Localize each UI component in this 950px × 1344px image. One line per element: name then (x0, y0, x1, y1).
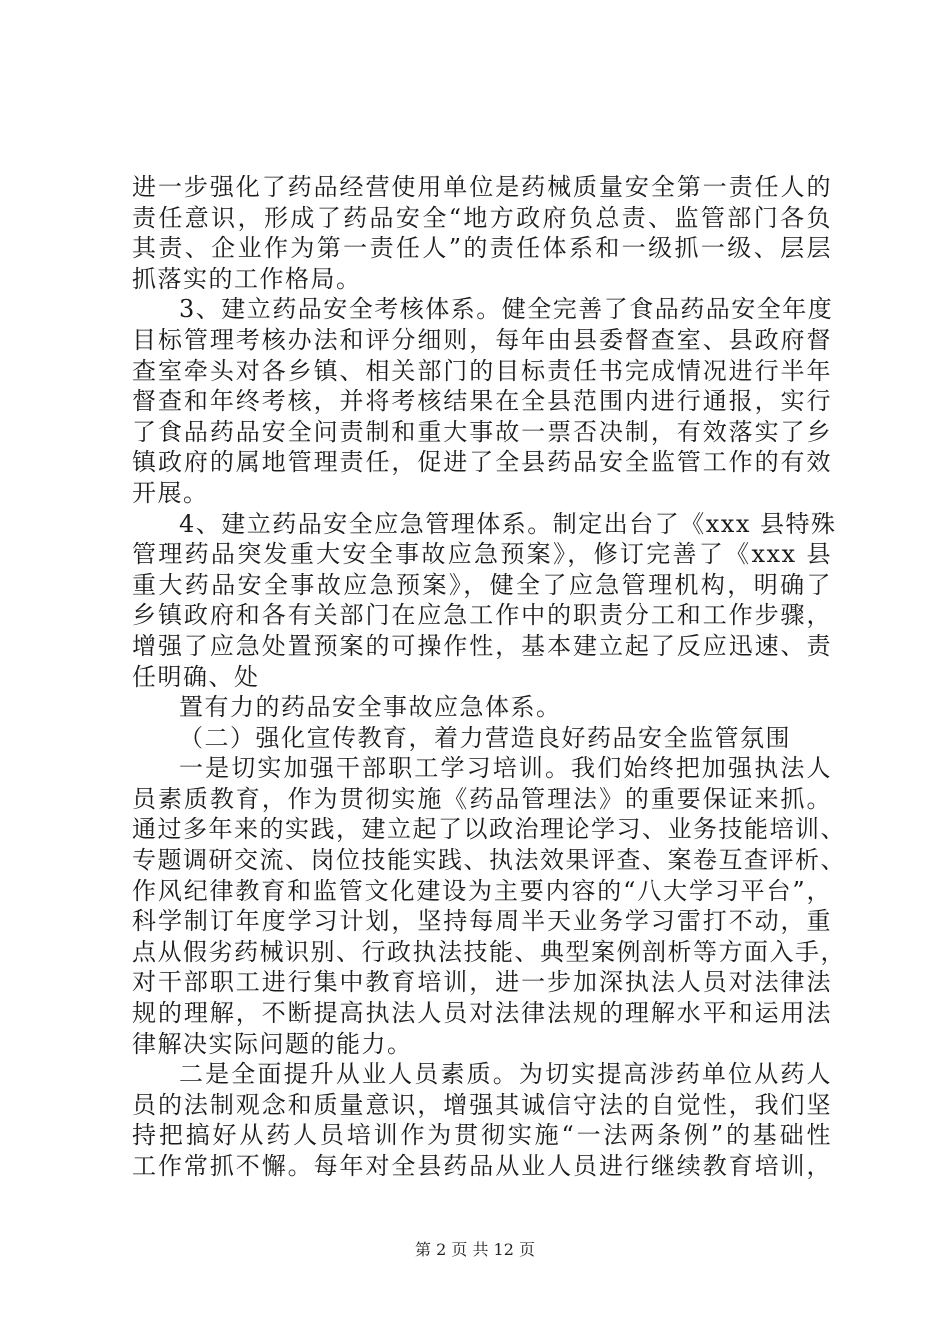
text-line: 二是全面提升从业人员素质。为切实提高涉药单位从药人 (179, 1060, 832, 1089)
text-line: 专题调研交流、岗位技能实践、执法效果评查、案卷互查评析、 (132, 846, 846, 875)
text-line: 员素质教育，作为贯彻实施《药品管理法》的重要保证来抓。 (132, 784, 832, 813)
text-line: 作风纪律教育和监管文化建设为主要内容的“八大学习平台”， (132, 876, 832, 905)
text-line: 增强了应急处置预案的可操作性，基本建立起了反应迅速、责 (132, 631, 832, 660)
text-line: 其责、企业作为第一责任人”的责任体系和一级抓一级、层层 (132, 234, 832, 263)
text-line: 抓落实的工作格局。 (132, 264, 362, 293)
text-line: 通过多年来的实践，建立起了以政治理论学习、业务技能培训、 (132, 815, 846, 844)
text-line: 管理药品突发重大安全事故应急预案》，修订完善了《xxx 县 (132, 540, 832, 569)
text-line: 查室牵头对各乡镇、相关部门的目标责任书完成情况进行半年 (132, 356, 832, 385)
page-footer: 第 2 页 共 12 页 (415, 1240, 535, 1259)
document-body (132, 172, 846, 1182)
text-line: 规的理解，不断提高执法人员对法律法规的理解水平和运用法 (132, 999, 832, 1028)
text-line: 了食品药品安全问责制和重大事故一票否决制，有效落实了乡 (132, 417, 832, 446)
text-line: 置有力的药品安全事故应急体系。 (179, 693, 562, 722)
text-line: 对干部职工进行集中教育培训，进一步加深执法人员对法律法 (132, 968, 832, 997)
text-line: 一是切实加强干部职工学习培训。我们始终把加强执法人 (179, 754, 832, 783)
text-line: 重大药品安全事故应急预案》，健全了应急管理机构，明确了 (132, 570, 832, 599)
text-line: 督查和年终考核，并将考核结果在全县范围内进行通报，实行 (132, 387, 832, 416)
text-line: 工作常抓不懈。每年对全县药品从业人员进行继续教育培训， (132, 1152, 832, 1180)
text-line: 责任意识，形成了药品安全“地方政府负总责、监管部门各负 (132, 203, 832, 232)
text-line: 进一步强化了药品经营使用单位是药械质量安全第一责任人的 (132, 173, 832, 201)
text-line: 持把搞好从药人员培训作为贯彻实施“一法两条例”的基础性 (132, 1121, 832, 1150)
text-line: 科学制订年度学习计划，坚持每周半天业务学习雷打不动，重 (132, 907, 832, 936)
text-line: 3、建立药品安全考核体系。健全完善了食品药品安全年度 (179, 295, 834, 324)
text-line: 任明确、处 (132, 662, 260, 691)
text-line: 点从假劣药械识别、行政执法技能、典型案例剖析等方面入手， (132, 937, 846, 966)
text-line: 乡镇政府和各有关部门在应急工作中的职责分工和工作步骤， (132, 601, 832, 630)
text-line: 开展。 (132, 478, 209, 507)
text-line: 镇政府的属地管理责任，促进了全县药品安全监管工作的有效 (132, 448, 832, 477)
text-line: 目标管理考核办法和评分细则，每年由县委督查室、县政府督 (132, 325, 832, 354)
text-line: 律解决实际问题的能力。 (132, 1029, 413, 1058)
text-line: 4、建立药品安全应急管理体系。制定出台了《xxx 县特殊 (179, 509, 837, 538)
text-line: （二）强化宣传教育，着力营造良好药品安全监管氛围 (179, 723, 791, 752)
text-line: 员的法制观念和质量意识，增强其诚信守法的自觉性，我们坚 (132, 1090, 832, 1119)
